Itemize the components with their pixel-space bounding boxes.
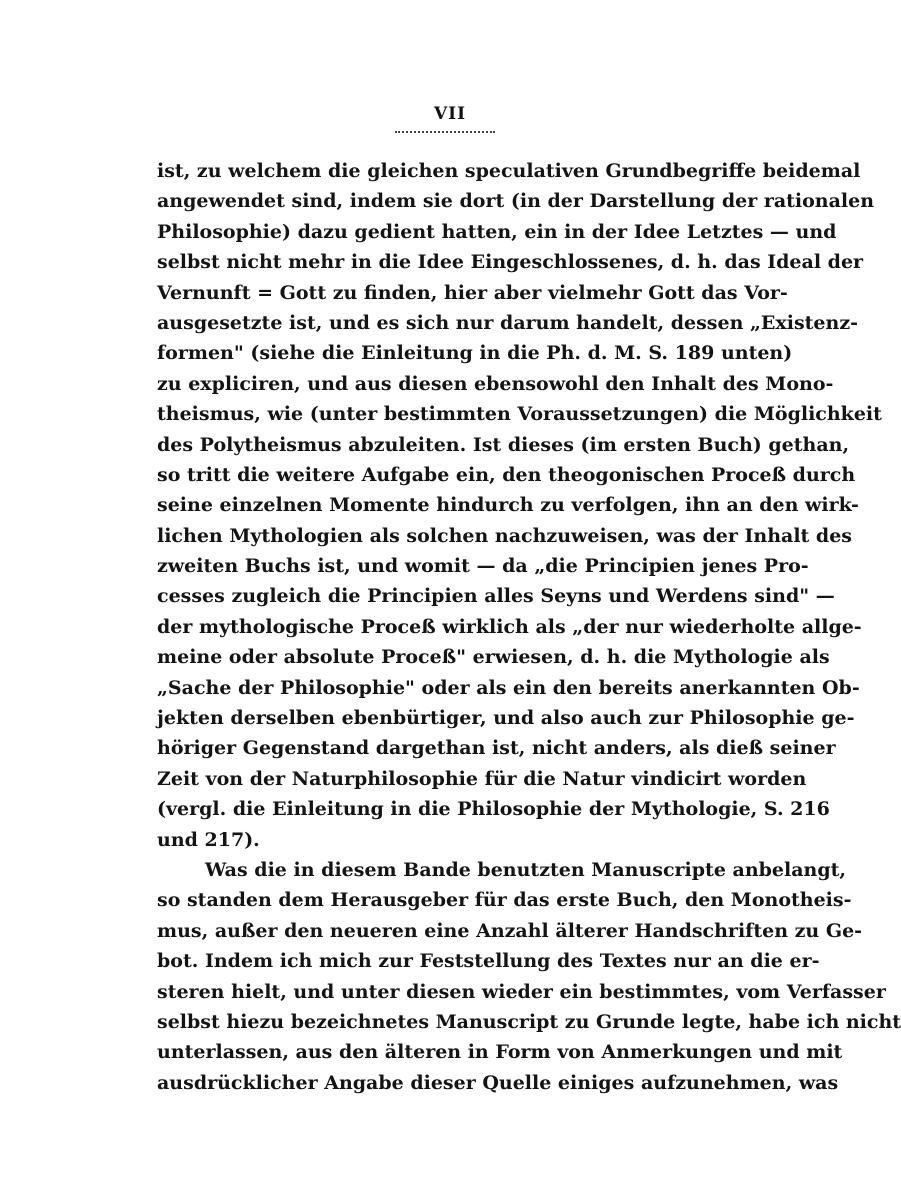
text-line: theismus, wie (unter bestimmten Voraussetzungen) die Möglichkeit [157,403,882,426]
text-line: der mythologische Proceß wirklich als „der nur wiederholte allge- [157,615,862,638]
text-line: seine einzelnen Momente hindurch zu verfolgen, ihn an den wirk- [157,494,859,517]
text-line: (vergl. die Einleitung in die Philosophie der Mythologie, S. 216 [157,798,830,821]
text-line: selbst hiezu bezeichnetes Manuscript zu Grunde legte, habe ich nicht [157,1010,901,1033]
text-line: steren hielt, und unter diesen wieder ein bestimmtes, vom Verfasser [157,980,886,1003]
text-line: selbst nicht mehr in die Idee Eingeschlossenes, d. h. das Ideal der [157,251,864,274]
text-line: „Sache der Philosophie" oder als ein den bereits anerkannten Ob- [157,676,860,699]
body-text [157,156,901,1098]
text-line: Vernunft = Gott zu finden, hier aber vielmehr Gott das Vor- [157,281,788,304]
text-line: unterlassen, aus den älteren in Form von Anmerkungen und mit [157,1041,843,1064]
paragraph-start-line: Was die in diesem Bande benutzten Manuscripte anbelangt, [205,858,847,881]
text-line: so tritt die weitere Aufgabe ein, den theogonischen Proceß durch [157,463,856,486]
page-number: VII [433,104,467,124]
text-line: zweiten Buchs ist, und womit — da „die Principien jenes Pro- [157,555,809,578]
text-line: Zeit von der Naturphilosophie für die Natur vindicirt worden [157,767,807,790]
text-line: mus, außer den neueren eine Anzahl älterer Handschriften zu Ge- [157,919,863,942]
text-line: ausgesetzte ist, und es sich nur darum handelt, dessen „Existenz- [157,311,859,334]
text-line: so standen dem Herausgeber für das erste Buch, den Monotheis- [157,889,852,912]
text-line: jekten derselben ebenbürtiger, und also auch zur Philosophie ge- [157,707,855,730]
paragraph-end-line: und 217). [157,828,260,851]
text-line: angewendet sind, indem sie dort (in der Darstellung der rationalen [157,190,875,213]
text-line: ist, zu welchem die gleichen speculativen Grundbegriffe beidemal [157,160,861,182]
text-line: meine oder absolute Proceß" erwiesen, d. h. die Mythologie als [157,646,830,669]
text-line: zu expliciren, und aus diesen ebensowohl den Inhalt des Mono- [157,372,834,395]
header-rule [395,131,495,133]
text-line: des Polytheismus abzuleiten. Ist dieses (im ersten Buch) gethan, [157,433,850,456]
text-line: bot. Indem ich mich zur Feststellung des Textes nur an die er- [157,950,820,973]
text-line: formen" (siehe die Einleitung in die Ph. d. M. S. 189 unten) [157,342,793,365]
text-line: Philosophie) dazu gedient hatten, ein in der Idee Letztes — und [157,220,837,243]
text-line: höriger Gegenstand dargethan ist, nicht anders, als dieß seiner [157,737,836,760]
text-line: lichen Mythologien als solchen nachzuweisen, was der Inhalt des [157,524,852,547]
text-line: cesses zugleich die Principien alles Seyns und Werdens sind" — [157,585,835,608]
text-line: ausdrücklicher Angabe dieser Quelle einiges aufzunehmen, was [157,1071,839,1094]
